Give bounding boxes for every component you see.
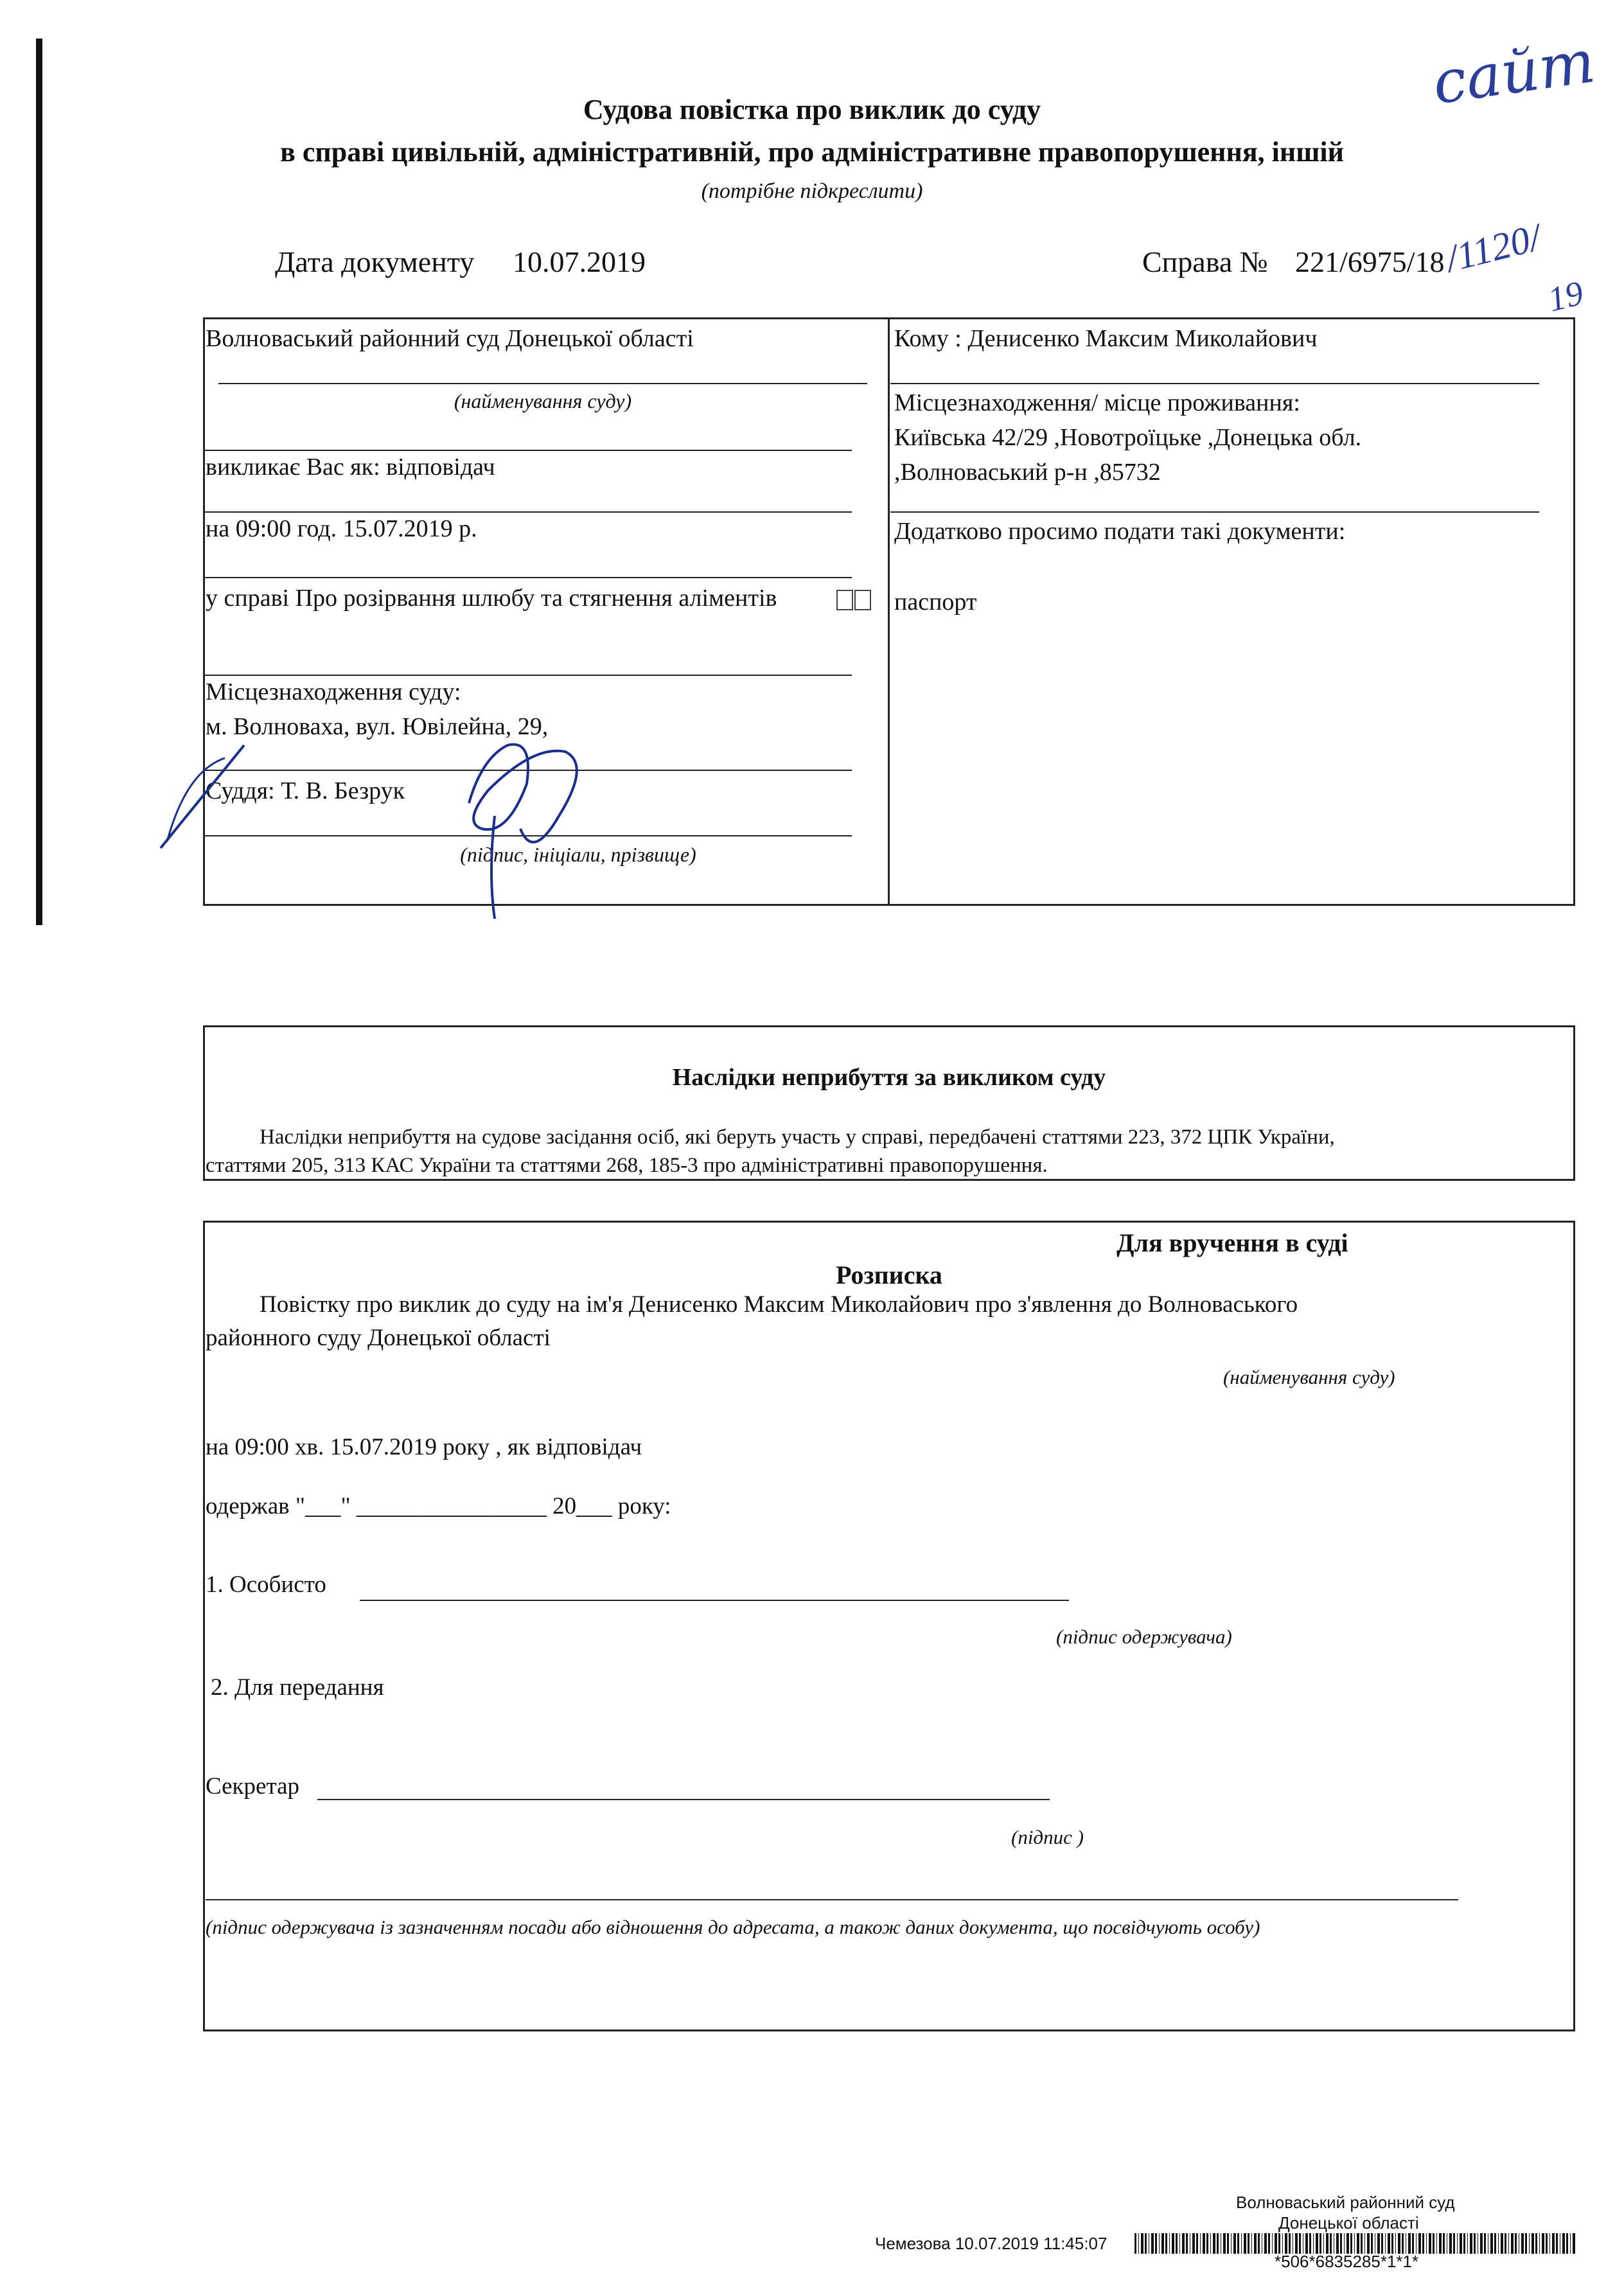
document-subtitle: (потрібне підкреслити): [701, 179, 923, 203]
personally-signature-line[interactable]: [360, 1600, 1069, 1601]
hearing-time: на 09:00 год. 15.07.2019 р.: [206, 515, 477, 542]
court-name-caption: (найменування суду): [454, 389, 632, 412]
underline: [203, 577, 852, 578]
docs-value: паспорт: [894, 588, 977, 615]
received-line: одержав "___" ________________ 20___ року:: [206, 1493, 671, 1519]
for-court-label: Для вручення в суді: [1116, 1228, 1348, 1257]
placeholder-glyph-icon: [854, 590, 871, 610]
receipt-line-1: Повістку про виклик до суду на ім'я Денисенко Максим Миколайович про з'явлення до Волноваського: [260, 1291, 1298, 1318]
receipt-footnote: (підпис одержувача із зазначенням посади або відношення до адресата, а також даних документа, що посвідчують особу): [206, 1916, 1260, 1938]
date-label: Дата документу: [275, 245, 475, 278]
scan-edge: [36, 39, 42, 925]
underline: [890, 511, 1539, 513]
handwritten-case-note: /1120/: [1442, 215, 1545, 281]
stamp-court-line-1: Волноваський районний суд: [1236, 2193, 1455, 2212]
document-title: Судова повістка про виклик до суду: [583, 94, 1041, 125]
date-value: 10.07.2019: [513, 245, 646, 278]
court-address: м. Волноваха, вул. Ювілейна, 29,: [206, 713, 549, 740]
address-line-1: Київська 42/29 ,Новотроїцьке ,Донецька обл.: [894, 424, 1362, 451]
secretary-label: Секретар: [206, 1773, 299, 1800]
stamp-operator: Чемезова 10.07.2019 11:45:07: [875, 2234, 1108, 2253]
personally-label: 1. Особисто: [206, 1571, 326, 1598]
underline: [203, 450, 852, 451]
underline: [203, 675, 852, 676]
judge-signature: [148, 732, 610, 925]
court-name: Волноваський районний суд Донецької області: [206, 325, 694, 352]
consequences-title: Наслідки неприбуття за викликом суду: [672, 1064, 1106, 1091]
recipient-signature-caption: (підпис одержувача): [1056, 1625, 1232, 1648]
underline: [203, 511, 852, 513]
underline: [218, 383, 867, 384]
transfer-label: 2. Для передання: [211, 1674, 384, 1701]
handwritten-note: сайт: [1428, 26, 1600, 118]
secretary-signature-line[interactable]: [317, 1799, 1050, 1800]
footnote-line: [206, 1899, 1458, 1900]
case-subject: у справі Про розірвання шлюбу та стягнення аліментів: [206, 585, 777, 612]
judge-name: Суддя: Т. В. Безрук: [206, 777, 405, 804]
receipt-time: на 09:00 хв. 15.07.2019 року , як відповідач: [206, 1434, 642, 1460]
placeholder-glyph-icon: [836, 590, 853, 610]
court-location-label: Місцезнаходження суду:: [206, 678, 461, 705]
location-label: Місцезнаходження/ місце проживання:: [894, 389, 1300, 416]
secretary-signature-caption: (підпис ): [1011, 1826, 1084, 1848]
receipt-court-caption: (найменування суду): [1223, 1366, 1395, 1388]
column-divider: [888, 317, 890, 906]
address-line-2: ,Волноваський р-н ,85732: [894, 459, 1161, 486]
barcode: [1134, 2233, 1575, 2254]
receipt-title: Розписка: [836, 1260, 942, 1289]
signature-caption: (підпис, ініціали, прізвище): [460, 843, 696, 866]
recipient: Кому : Денисенко Максим Миколайович: [894, 325, 1318, 352]
stamp-court-line-2: Донецької області: [1278, 2213, 1419, 2233]
summons-as: викликає Вас як: відповідач: [206, 454, 495, 481]
case-label: Справа №: [1142, 245, 1268, 278]
docs-label: Додатково просимо подати такі документи:: [894, 518, 1346, 545]
underline: [890, 383, 1539, 384]
consequences-text-1: Наслідки неприбуття на судове засідання осіб, які беруть участь у справі, передбачені статтями 223, 372 ЦПК України,: [260, 1126, 1335, 1149]
consequences-text-2: статтями 205, 313 КАС України та статтями 268, 185-3 про адміністративні правопорушення.: [206, 1154, 1048, 1177]
receipt-line-2: районного суду Донецької області: [206, 1325, 551, 1351]
barcode-code: *506*6835285*1*1*: [1275, 2252, 1419, 2271]
case-value: 221/6975/18: [1295, 245, 1445, 278]
document-title-2: в справі цивільній, адміністративній, про адміністративне правопорушення, іншій: [280, 136, 1344, 168]
handwritten-case-note-2: 19: [1544, 273, 1587, 319]
